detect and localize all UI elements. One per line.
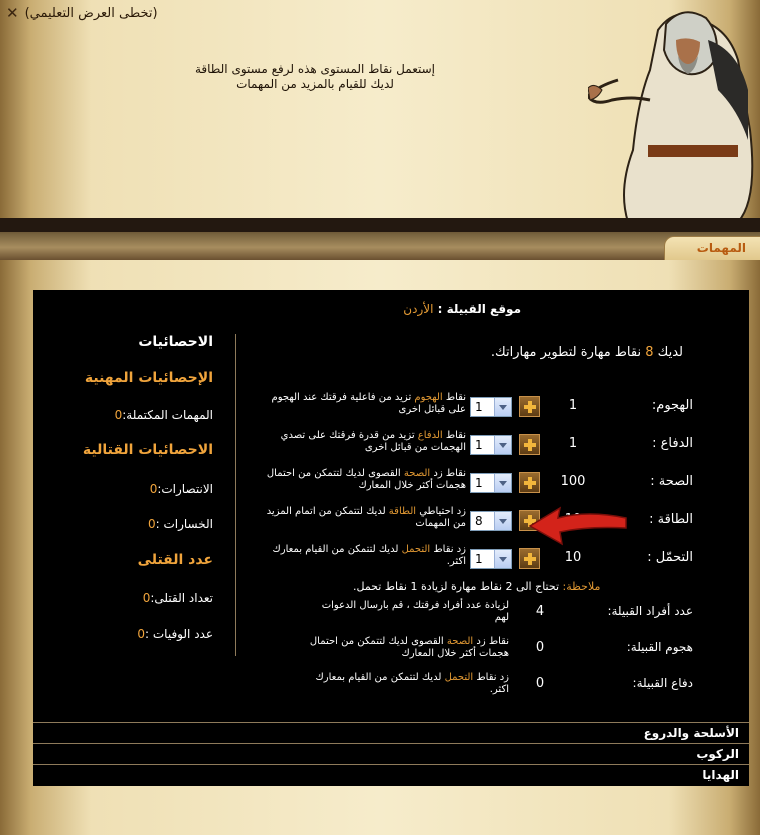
deaths-label: عدد الوفيات :: [145, 627, 213, 641]
losses-value: 0: [147, 517, 156, 531]
missions-completed-value: 0: [114, 408, 123, 422]
health-points-select[interactable]: [470, 473, 512, 493]
location-label: موقع القبيلة :: [437, 302, 521, 316]
select-value: 8: [475, 514, 483, 528]
skill-description: نقاط الهجوم تزيد من فاعلية فرقتك عند الهجوم على قبائل اخرى: [271, 392, 466, 415]
energy-points-select[interactable]: [470, 511, 512, 531]
tribe-row-members: [263, 600, 693, 634]
tribe-stat-value: 4: [535, 604, 545, 619]
collapsible-sections: [33, 722, 749, 785]
kills-label: تعداد القتلى:: [150, 591, 213, 605]
select-value: 1: [475, 438, 483, 452]
column-divider: [235, 334, 236, 656]
points-prefix: لديك: [657, 345, 683, 360]
skill-description: نقاط الدفاع تزيد من قدرة فرقتك على تصدي الهجمات من قبائل اخرى: [280, 430, 466, 453]
select-value: 1: [475, 476, 483, 490]
career-stats-title: الإحصائيات المهنية: [84, 370, 213, 386]
skill-points-count: 8: [645, 345, 654, 360]
wins-stat: [150, 482, 213, 496]
tribe-row-defense: [263, 672, 693, 706]
skill-value: 1: [568, 436, 578, 451]
wins-value: 0: [149, 482, 158, 496]
section-mounts[interactable]: الركوب: [33, 743, 749, 764]
tribe-stat-name: دفاع القبيلة:: [632, 676, 693, 690]
tutorial-arrow-icon: [528, 504, 628, 548]
skill-value: 10: [564, 550, 582, 565]
location-value[interactable]: الأردن: [403, 302, 434, 316]
skill-description: زد نقاط التحمل لديك لتتمكن من القيام بمعارك اكثر.: [272, 544, 466, 567]
skill-row-health: [263, 468, 693, 498]
tribe-stat-description: لزيادة عدد أفراد فرقتك ، قم بارسال الدعوات لهم: [321, 600, 509, 623]
points-suffix: نقاط مهارة لتطوير مهاراتك.: [490, 345, 642, 360]
tab-missions[interactable]: المهمات: [664, 236, 760, 260]
skill-description: زد احتياطي الطاقة لديك لتتمكن من اتمام المزيد من المهمات: [266, 506, 466, 529]
select-value: 1: [475, 552, 483, 566]
chevron-down-icon[interactable]: [494, 550, 511, 568]
skill-note: [353, 580, 600, 593]
chevron-down-icon[interactable]: [494, 474, 511, 492]
banner-shadow: [0, 218, 760, 232]
skill-row-defense: [263, 430, 693, 460]
losses-label: الخسارات :: [155, 517, 213, 531]
tribe-stat-value: 0: [535, 640, 545, 655]
stamina-points-select[interactable]: [470, 549, 512, 569]
skill-row-attack: [263, 392, 693, 422]
tribe-location: [403, 302, 521, 316]
skip-tutorial-label[interactable]: (تخطى العرض التعليمي): [24, 5, 158, 21]
tribe-stat-description: زد نقاط التحمل لديك لتتمكن من القيام بمعارك اكثر.: [315, 672, 509, 695]
skill-value: 1: [568, 398, 578, 413]
chevron-down-icon[interactable]: [494, 398, 511, 416]
deaths-value: 0: [137, 627, 146, 641]
skill-name: الصحة :: [650, 474, 693, 489]
character-panel: [33, 290, 749, 786]
chevron-down-icon[interactable]: [494, 436, 511, 454]
skill-row-energy: [263, 506, 693, 536]
section-gifts[interactable]: الهدايا: [33, 764, 749, 785]
skill-row-stamina: [263, 544, 693, 574]
tutorial-hint: إستعمل نقاط المستوى هذه لرفع مستوى الطاقة لديك للقيام بالمزيد من المهمات: [194, 62, 436, 91]
defense-points-select[interactable]: [470, 435, 512, 455]
tribe-stat-description: نقاط زد الصحة القصوى لديك لتتمكن من احتمال هجمات أكثر خلال المعارك: [309, 636, 509, 659]
tribe-row-attack: [263, 636, 693, 670]
add-health-button[interactable]: [519, 472, 540, 493]
bedouin-character-illustration: [588, 0, 760, 222]
section-weapons-armor[interactable]: الأسلحة والدروع: [33, 722, 749, 743]
stats-title: الاحصائيات: [138, 334, 213, 350]
losses-stat: [148, 517, 213, 531]
tribe-stat-name: هجوم القبيلة:: [626, 640, 693, 654]
combat-stats-title: الاحصائيات القتالية: [82, 442, 213, 458]
add-stamina-button[interactable]: [519, 548, 540, 569]
note-label: ملاحظة:: [562, 580, 601, 593]
tribe-stat-name: عدد أفراد القبيلة:: [607, 604, 693, 618]
kills-title: عدد القتلى: [137, 552, 213, 568]
skip-tutorial-link[interactable]: [6, 4, 158, 22]
note-text: تحتاج الى 2 نقاط مهارة لزيادة 1 نقاط تحمل.: [353, 580, 563, 593]
skill-name: الدفاع :: [652, 436, 693, 451]
attack-points-select[interactable]: [470, 397, 512, 417]
add-defense-button[interactable]: [519, 434, 540, 455]
missions-completed-stat: [115, 408, 213, 422]
skill-name: الطاقة :: [649, 512, 693, 527]
header-banner: [0, 218, 760, 260]
select-value: 1: [475, 400, 483, 414]
add-attack-button[interactable]: [519, 396, 540, 417]
tribe-stat-value: 0: [535, 676, 545, 691]
kills-value: 0: [142, 591, 151, 605]
close-icon[interactable]: ✕: [6, 4, 19, 22]
missions-completed-label: المهمات المكتملة:: [122, 408, 213, 422]
tutorial-area: [0, 0, 760, 220]
chevron-down-icon[interactable]: [494, 512, 511, 530]
skill-value: 100: [560, 474, 586, 489]
skill-name: الهجوم:: [651, 398, 693, 413]
skill-description: نقاط زد الصحة القصوى لديك لتتمكن من احتمال هجمات أكثر خلال المعارك: [266, 468, 466, 491]
deaths-stat: [137, 627, 213, 641]
wins-label: الانتصارات:: [157, 482, 213, 496]
skill-name: التحمّل :: [647, 550, 693, 565]
kills-stat: [143, 591, 213, 605]
skill-points-summary: [491, 345, 683, 360]
